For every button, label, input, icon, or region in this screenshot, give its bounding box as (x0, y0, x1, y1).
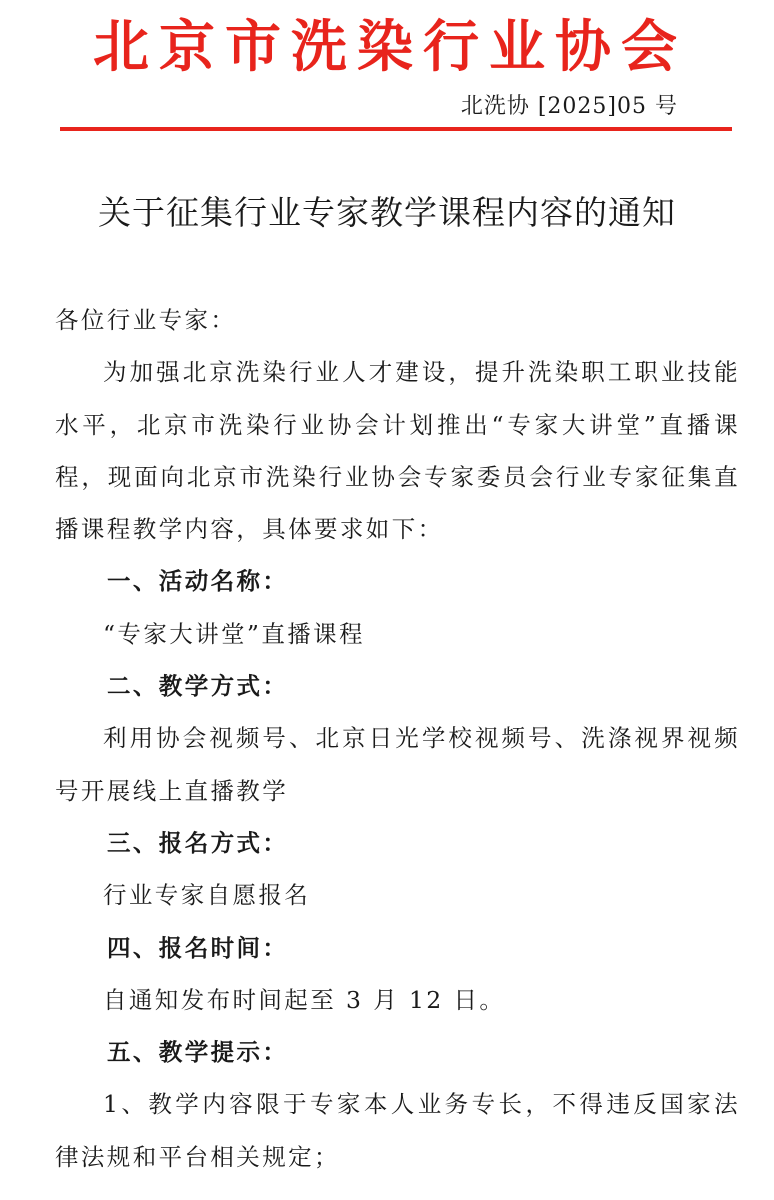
section-heading-teaching-method: 二、教学方式： (107, 672, 289, 701)
section-heading-teaching-tips: 五、教学提示： (107, 1038, 289, 1067)
notice-body (55, 294, 740, 1183)
section-text-registration-method: 行业专家自愿报名 (103, 881, 311, 910)
document-number: 北洗协 [2025]05 号 (460, 94, 678, 119)
section-heading-activity-name: 一、活动名称： (107, 567, 289, 596)
letterhead-divider (60, 127, 732, 131)
section-text-registration-time: 自通知发布时间起至 3 月 12 日。 (103, 985, 506, 1014)
organization-letterhead: 北京市洗染行业协会 (93, 15, 687, 80)
notice-title: 关于征集行业专家教学课程内容的通知 (98, 193, 676, 232)
section-text-activity-name: “专家大讲堂”直播课程 (103, 619, 365, 648)
section-heading-registration-time: 四、报名时间： (107, 933, 289, 962)
salutation: 各位行业专家： (55, 306, 237, 334)
intro-paragraph: 为加强北京洗染行业人才建设，提升洗染职工职业技能水平，北京市洗染行业协会计划推出“专家大讲堂”直播课程，现面向北京市洗染行业协会专家委员会行业专家征集直播课程教学内容，具体要求如下： (55, 358, 740, 544)
section-heading-registration-method: 三、报名方式： (107, 828, 289, 857)
section-text-teaching-tips: 1、教学内容限于专家本人业务专长，不得违反国家法律法规和平台相关规定； (55, 1090, 740, 1171)
section-text-teaching-method: 利用协会视频号、北京日光学校视频号、洗涤视界视频号开展线上直播教学 (55, 724, 740, 805)
